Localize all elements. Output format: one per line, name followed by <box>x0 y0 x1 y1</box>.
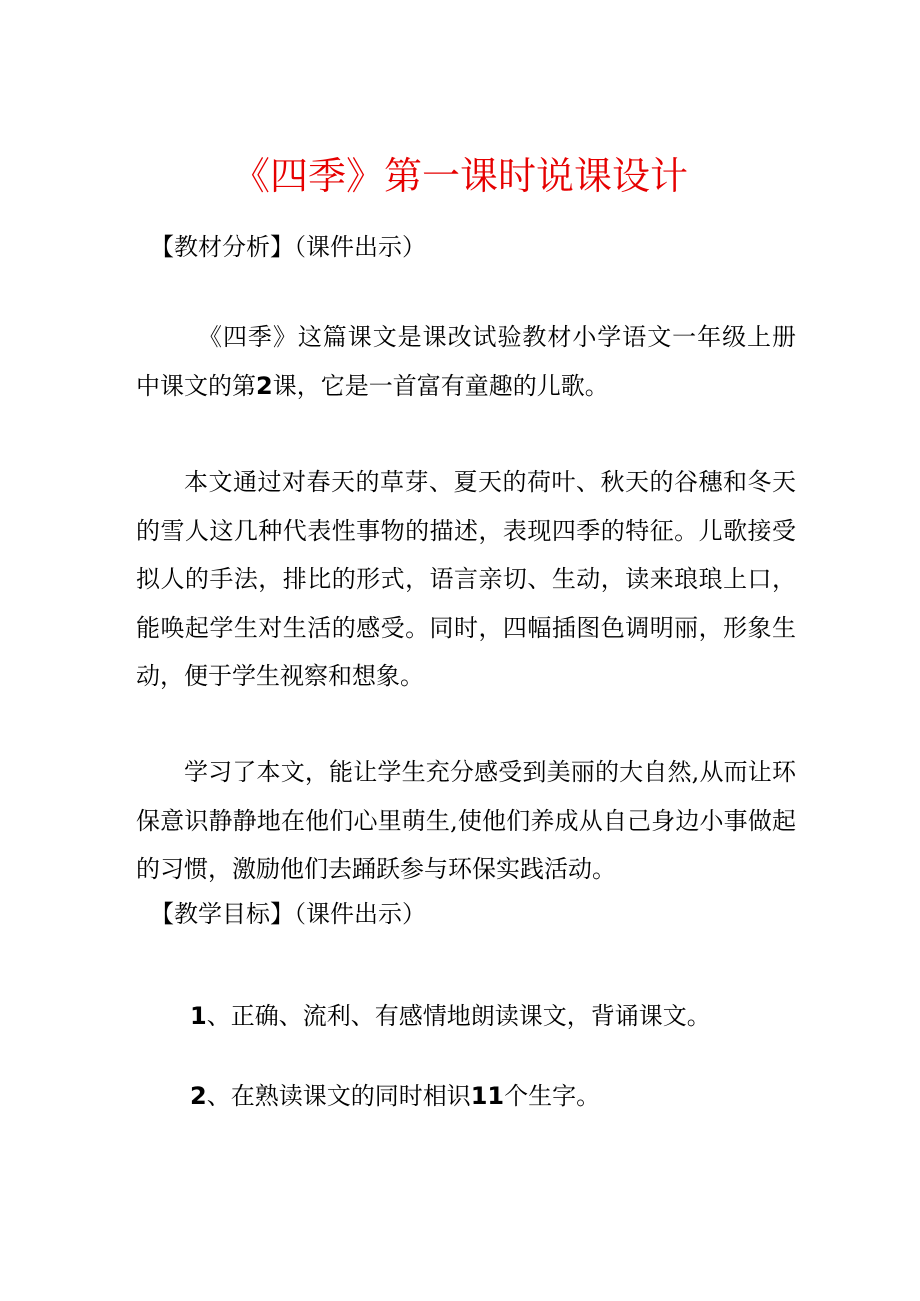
goal-item-1 <box>190 998 711 1034</box>
paragraph-intro-text-after: 课，它是一首富有童趣的儿歌。 <box>272 371 609 400</box>
document-title: 《四季》第一课时说课设计 <box>231 154 688 198</box>
goal-text: 、在熟读课文的同时相识 <box>206 1082 471 1110</box>
paragraph-content-description: 本文通过对春天的草芽、夏天的荷叶、秋天的谷穗和冬天的雪人这几种代表性事物的描述，表现四季的特征。儿歌接受拟人的手法，排比的形式，语言亲切、生动，读来琅琅上口，能唤起学生对生活的感受。同时，四幅插图色调明丽，形象生动，便于学生视察和想象。 <box>136 468 796 690</box>
goal-text: 、正确、流利、有感情地朗读课文，背诵课文。 <box>206 1002 711 1030</box>
character-count: 11 <box>470 1082 505 1110</box>
goal-number: 1 <box>190 1002 207 1030</box>
paragraph-learning-value: 学习了本文，能让学生充分感受到美丽的大自然,从而让环保意识静静地在他们心里萌生,使他们养成从自己身边小事做起的习惯，激励他们去踊跃参与环保实践活动。 <box>136 758 796 883</box>
section-heading-teaching-goals: 【教学目标】（课件出示） <box>150 900 426 928</box>
paragraph-intro <box>136 313 796 410</box>
section-heading-textbook-analysis: 【教材分析】（课件出示） <box>150 233 426 261</box>
lesson-number: 2 <box>256 371 273 400</box>
goal-item-2 <box>190 1078 600 1114</box>
goal-number: 2 <box>190 1082 207 1110</box>
paragraph-intro-text-before: 《四季》这篇课文是课改试验教材小学语文一年级上册中课文的第 <box>136 323 796 400</box>
goal-text-end: 个生字。 <box>504 1082 601 1110</box>
